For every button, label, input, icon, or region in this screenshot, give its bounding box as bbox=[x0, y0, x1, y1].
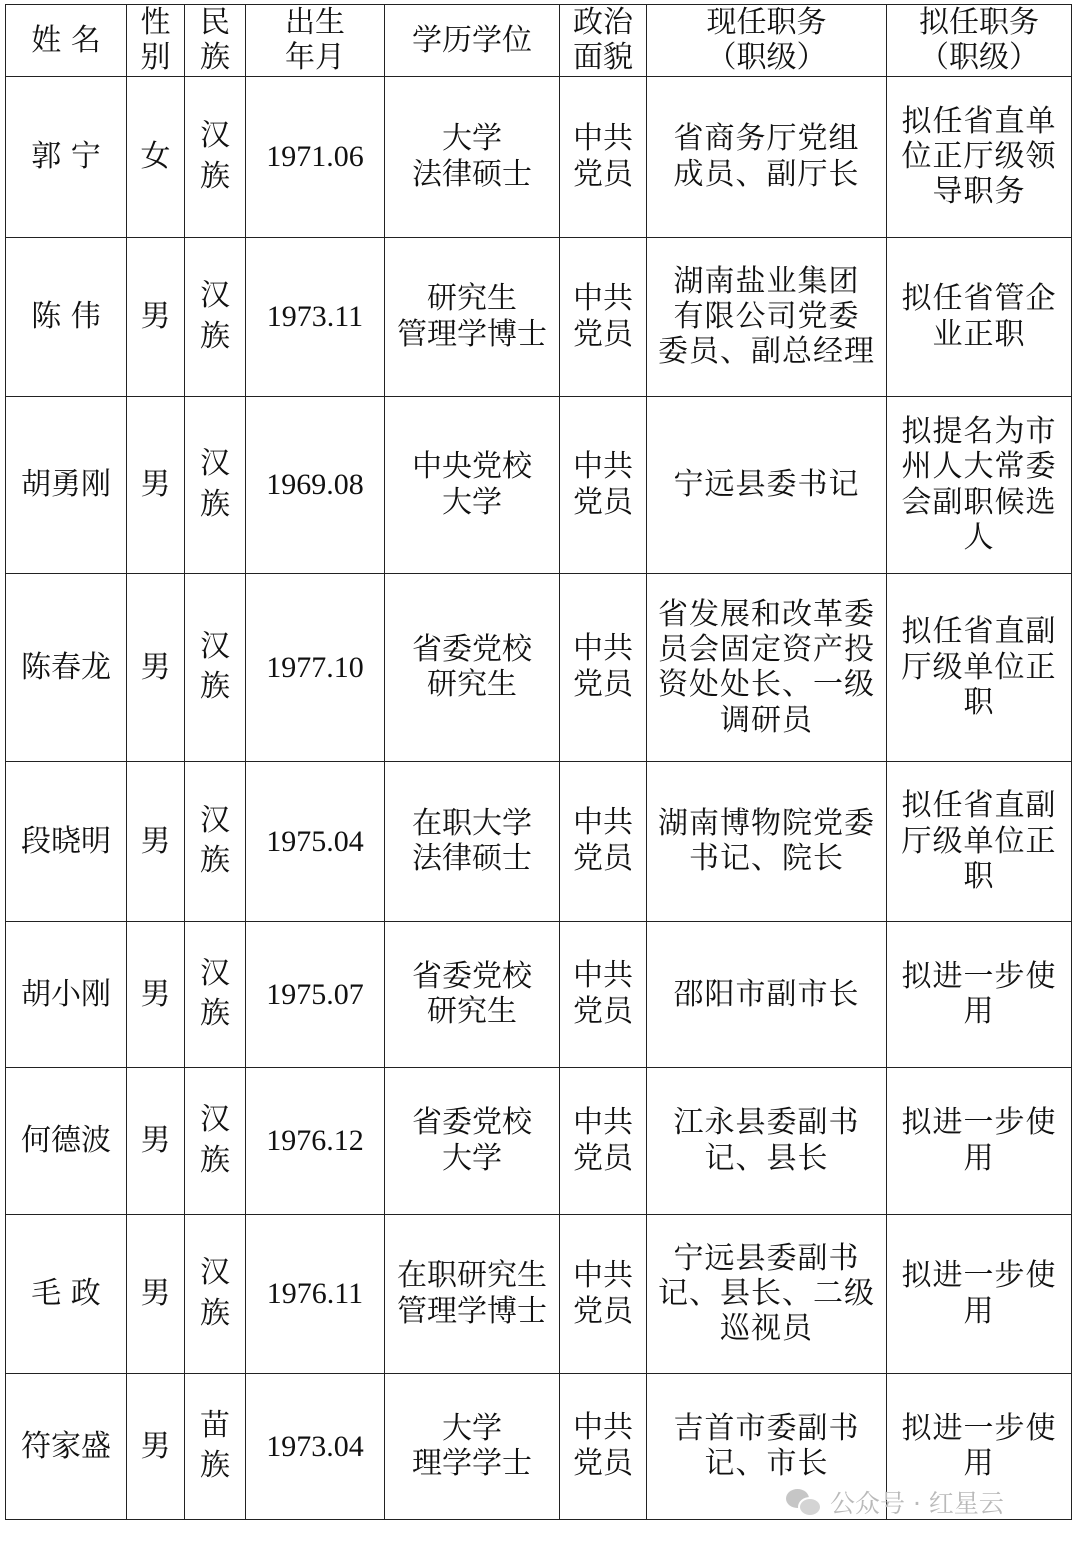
ethnicity-cell-text: 汉 族 bbox=[200, 1102, 230, 1178]
name-cell bbox=[6, 1067, 127, 1214]
current-post-cell bbox=[647, 76, 887, 237]
table-row bbox=[6, 396, 1072, 573]
current-post-cell bbox=[647, 396, 887, 573]
birth-date-cell-text: 1977.10 bbox=[266, 650, 364, 684]
birth-date-cell-text: 1976.11 bbox=[266, 1277, 364, 1311]
birth-date-cell-text: 1969.08 bbox=[266, 468, 364, 502]
gender-cell-text: 男 bbox=[140, 467, 171, 503]
gender-cell bbox=[127, 237, 185, 396]
current-post-cell-text: 宁远县委副书 记、县长、二级 巡视员 bbox=[658, 1240, 875, 1347]
table-row bbox=[6, 1067, 1072, 1214]
proposed-post-cell-text: 拟进一步使 用 bbox=[901, 958, 1057, 1030]
education-cell-text: 研究生 管理学博士 bbox=[397, 281, 547, 352]
current-post-cell-text: 湖南博物院党委 书记、院长 bbox=[658, 805, 875, 877]
party-affiliation-cell bbox=[560, 573, 647, 761]
education-cell bbox=[385, 1373, 560, 1519]
ethnicity-cell bbox=[185, 573, 246, 761]
table-row bbox=[6, 237, 1072, 396]
birth-date-cell bbox=[246, 921, 385, 1067]
education-cell bbox=[385, 237, 560, 396]
education-cell-text: 省委党校 研究生 bbox=[412, 958, 532, 1030]
name-cell-text: 毛 政 bbox=[31, 1276, 101, 1312]
education-cell-text: 省委党校 大学 bbox=[412, 1105, 532, 1176]
education-cell bbox=[385, 573, 560, 761]
proposed-post-cell-text: 拟提名为市 州人大常委 会副职候选 人 bbox=[901, 414, 1057, 556]
party-affiliation-cell-text: 中共 党员 bbox=[573, 1410, 633, 1482]
education-cell bbox=[385, 921, 560, 1067]
header-current-post: 现任职务 （职级） bbox=[647, 5, 887, 77]
current-post-cell bbox=[647, 237, 887, 396]
proposed-post-cell bbox=[887, 1214, 1072, 1373]
name-cell-text: 陈春龙 bbox=[21, 649, 111, 685]
name-cell bbox=[6, 921, 127, 1067]
ethnicity-cell bbox=[185, 76, 246, 237]
party-affiliation-cell-text: 中共 党员 bbox=[573, 280, 633, 352]
proposed-post-cell-text: 拟进一步使 用 bbox=[901, 1410, 1057, 1482]
party-affiliation-cell-text: 中共 党员 bbox=[573, 1104, 633, 1176]
proposed-post-cell bbox=[887, 573, 1072, 761]
cadre-roster-table bbox=[5, 4, 1072, 1520]
ethnicity-cell bbox=[185, 1214, 246, 1373]
proposed-post-cell-text: 拟进一步使 用 bbox=[901, 1258, 1057, 1329]
watermark-text: 公众号 · 红星云 bbox=[830, 1489, 1004, 1518]
name-cell bbox=[6, 761, 127, 921]
name-cell-text: 陈 伟 bbox=[31, 299, 101, 335]
gender-cell-text: 男 bbox=[140, 1428, 171, 1464]
gender-cell-text: 男 bbox=[140, 1276, 171, 1312]
ethnicity-cell-text: 汉 族 bbox=[200, 802, 230, 879]
party-affiliation-cell-text: 中共 党员 bbox=[573, 120, 633, 192]
current-post-cell bbox=[647, 573, 887, 761]
birth-date-cell bbox=[246, 1214, 385, 1373]
birth-date-cell-text: 1973.04 bbox=[266, 1429, 364, 1463]
proposed-post-cell bbox=[887, 396, 1072, 573]
wechat-icon bbox=[786, 1487, 820, 1517]
proposed-post-cell bbox=[887, 76, 1072, 237]
current-post-cell-text: 邵阳市副市长 bbox=[673, 976, 860, 1012]
gender-cell bbox=[127, 1373, 185, 1519]
name-cell-text: 胡小刚 bbox=[21, 976, 111, 1012]
ethnicity-cell bbox=[185, 921, 246, 1067]
education-cell-text: 大学 理学学士 bbox=[412, 1410, 532, 1482]
gender-cell bbox=[127, 761, 185, 921]
name-cell-text: 何德波 bbox=[21, 1123, 111, 1159]
party-affiliation-cell bbox=[560, 761, 647, 921]
current-post-cell-text: 宁远县委书记 bbox=[673, 467, 860, 503]
header-name: 姓 名 bbox=[6, 5, 127, 77]
header-gender: 性 别 bbox=[127, 5, 185, 77]
table-row bbox=[6, 761, 1072, 921]
birth-date-cell bbox=[246, 76, 385, 237]
current-post-cell-text: 省商务厅党组 成员、副厅长 bbox=[673, 121, 860, 192]
ethnicity-cell bbox=[185, 237, 246, 396]
party-affiliation-cell bbox=[560, 1067, 647, 1214]
header-row bbox=[6, 5, 1072, 77]
current-post-cell-text: 湖南盐业集团 有限公司党委 委员、副总经理 bbox=[658, 263, 875, 370]
education-cell-text: 大学 法律硕士 bbox=[412, 121, 532, 192]
ethnicity-cell-text: 苗 族 bbox=[200, 1407, 230, 1484]
table-row bbox=[6, 76, 1072, 237]
ethnicity-cell-text: 汉 族 bbox=[200, 955, 230, 1032]
proposed-post-cell-text: 拟任省直副 厅级单位正 职 bbox=[901, 788, 1057, 894]
ethnicity-cell-text: 汉 族 bbox=[200, 1255, 230, 1331]
ethnicity-cell-text: 汉 族 bbox=[200, 628, 230, 705]
gender-cell bbox=[127, 921, 185, 1067]
current-post-cell-text: 吉首市委副书 记、市长 bbox=[673, 1410, 860, 1482]
ethnicity-cell-text: 汉 族 bbox=[200, 278, 230, 354]
party-affiliation-cell bbox=[560, 1214, 647, 1373]
gender-cell-text: 女 bbox=[140, 139, 171, 175]
current-post-cell-text: 江永县委副书 记、县长 bbox=[673, 1105, 860, 1176]
birth-date-cell-text: 1971.06 bbox=[266, 140, 364, 174]
name-cell bbox=[6, 573, 127, 761]
name-cell bbox=[6, 396, 127, 573]
party-affiliation-cell-text: 中共 党员 bbox=[573, 805, 633, 877]
table-row bbox=[6, 573, 1072, 761]
education-cell-text: 中央党校 大学 bbox=[412, 449, 532, 520]
birth-date-cell-text: 1975.07 bbox=[266, 977, 364, 1011]
gender-cell-text: 男 bbox=[140, 976, 171, 1012]
party-affiliation-cell-text: 中共 党员 bbox=[573, 958, 633, 1030]
name-cell-text: 郭 宁 bbox=[31, 139, 101, 175]
proposed-post-cell bbox=[887, 761, 1072, 921]
proposed-post-cell-text: 拟进一步使 用 bbox=[901, 1105, 1057, 1176]
current-post-cell bbox=[647, 1067, 887, 1214]
gender-cell-text: 男 bbox=[140, 1123, 171, 1159]
education-cell-text: 在职研究生 管理学博士 bbox=[397, 1258, 547, 1329]
name-cell bbox=[6, 1214, 127, 1373]
party-affiliation-cell-text: 中共 党员 bbox=[573, 1257, 633, 1329]
party-affiliation-cell bbox=[560, 1373, 647, 1519]
ethnicity-cell bbox=[185, 1067, 246, 1214]
ethnicity-cell-text: 汉 族 bbox=[200, 118, 230, 194]
gender-cell-text: 男 bbox=[140, 649, 171, 685]
education-cell-text: 省委党校 研究生 bbox=[412, 631, 532, 703]
table-row bbox=[6, 1214, 1072, 1373]
name-cell-text: 段晓明 bbox=[21, 823, 111, 859]
birth-date-cell bbox=[246, 237, 385, 396]
party-affiliation-cell-text: 中共 党员 bbox=[573, 631, 633, 703]
current-post-cell bbox=[647, 1214, 887, 1373]
name-cell bbox=[6, 1373, 127, 1519]
education-cell bbox=[385, 396, 560, 573]
name-cell bbox=[6, 76, 127, 237]
party-affiliation-cell-text: 中共 党员 bbox=[573, 448, 633, 520]
ethnicity-cell-text: 汉 族 bbox=[200, 446, 230, 522]
education-cell bbox=[385, 76, 560, 237]
proposed-post-cell bbox=[887, 921, 1072, 1067]
education-cell bbox=[385, 761, 560, 921]
proposed-post-cell-text: 拟任省直副 厅级单位正 职 bbox=[901, 614, 1057, 720]
proposed-post-cell bbox=[887, 1067, 1072, 1214]
gender-cell bbox=[127, 1067, 185, 1214]
table-row bbox=[6, 921, 1072, 1067]
gender-cell bbox=[127, 396, 185, 573]
header-ethnicity: 民 族 bbox=[185, 5, 246, 77]
current-post-cell bbox=[647, 761, 887, 921]
education-cell bbox=[385, 1214, 560, 1373]
birth-date-cell bbox=[246, 396, 385, 573]
birth-date-cell bbox=[246, 761, 385, 921]
ethnicity-cell bbox=[185, 761, 246, 921]
education-cell bbox=[385, 1067, 560, 1214]
proposed-post-cell bbox=[887, 237, 1072, 396]
party-affiliation-cell bbox=[560, 237, 647, 396]
proposed-post-cell-text: 拟任省管企 业正职 bbox=[901, 281, 1057, 352]
proposed-post-cell-text: 拟任省直单 位正厅级领 导职务 bbox=[901, 103, 1057, 210]
party-affiliation-cell bbox=[560, 921, 647, 1067]
gender-cell-text: 男 bbox=[140, 823, 171, 859]
ethnicity-cell bbox=[185, 396, 246, 573]
birth-date-cell bbox=[246, 1373, 385, 1519]
header-birth: 出生 年月 bbox=[246, 5, 385, 77]
header-education: 学历学位 bbox=[385, 5, 560, 77]
birth-date-cell bbox=[246, 1067, 385, 1214]
birth-date-cell-text: 1973.11 bbox=[266, 300, 364, 334]
watermark bbox=[786, 1482, 1004, 1522]
gender-cell-text: 男 bbox=[140, 299, 171, 335]
header-party: 政治 面貌 bbox=[560, 5, 647, 77]
name-cell-text: 胡勇刚 bbox=[21, 467, 111, 503]
ethnicity-cell bbox=[185, 1373, 246, 1519]
birth-date-cell bbox=[246, 573, 385, 761]
header-proposed-post: 拟任职务 （职级） bbox=[887, 5, 1072, 77]
current-post-cell-text: 省发展和改革委 员会固定资产投 资处处长、一级 调研员 bbox=[658, 596, 875, 738]
gender-cell bbox=[127, 573, 185, 761]
gender-cell bbox=[127, 76, 185, 237]
education-cell-text: 在职大学 法律硕士 bbox=[412, 805, 532, 877]
party-affiliation-cell bbox=[560, 76, 647, 237]
name-cell-text: 符家盛 bbox=[21, 1428, 111, 1464]
party-affiliation-cell bbox=[560, 396, 647, 573]
name-cell bbox=[6, 237, 127, 396]
birth-date-cell-text: 1976.12 bbox=[266, 1124, 364, 1158]
current-post-cell bbox=[647, 921, 887, 1067]
birth-date-cell-text: 1975.04 bbox=[266, 824, 364, 858]
gender-cell bbox=[127, 1214, 185, 1373]
